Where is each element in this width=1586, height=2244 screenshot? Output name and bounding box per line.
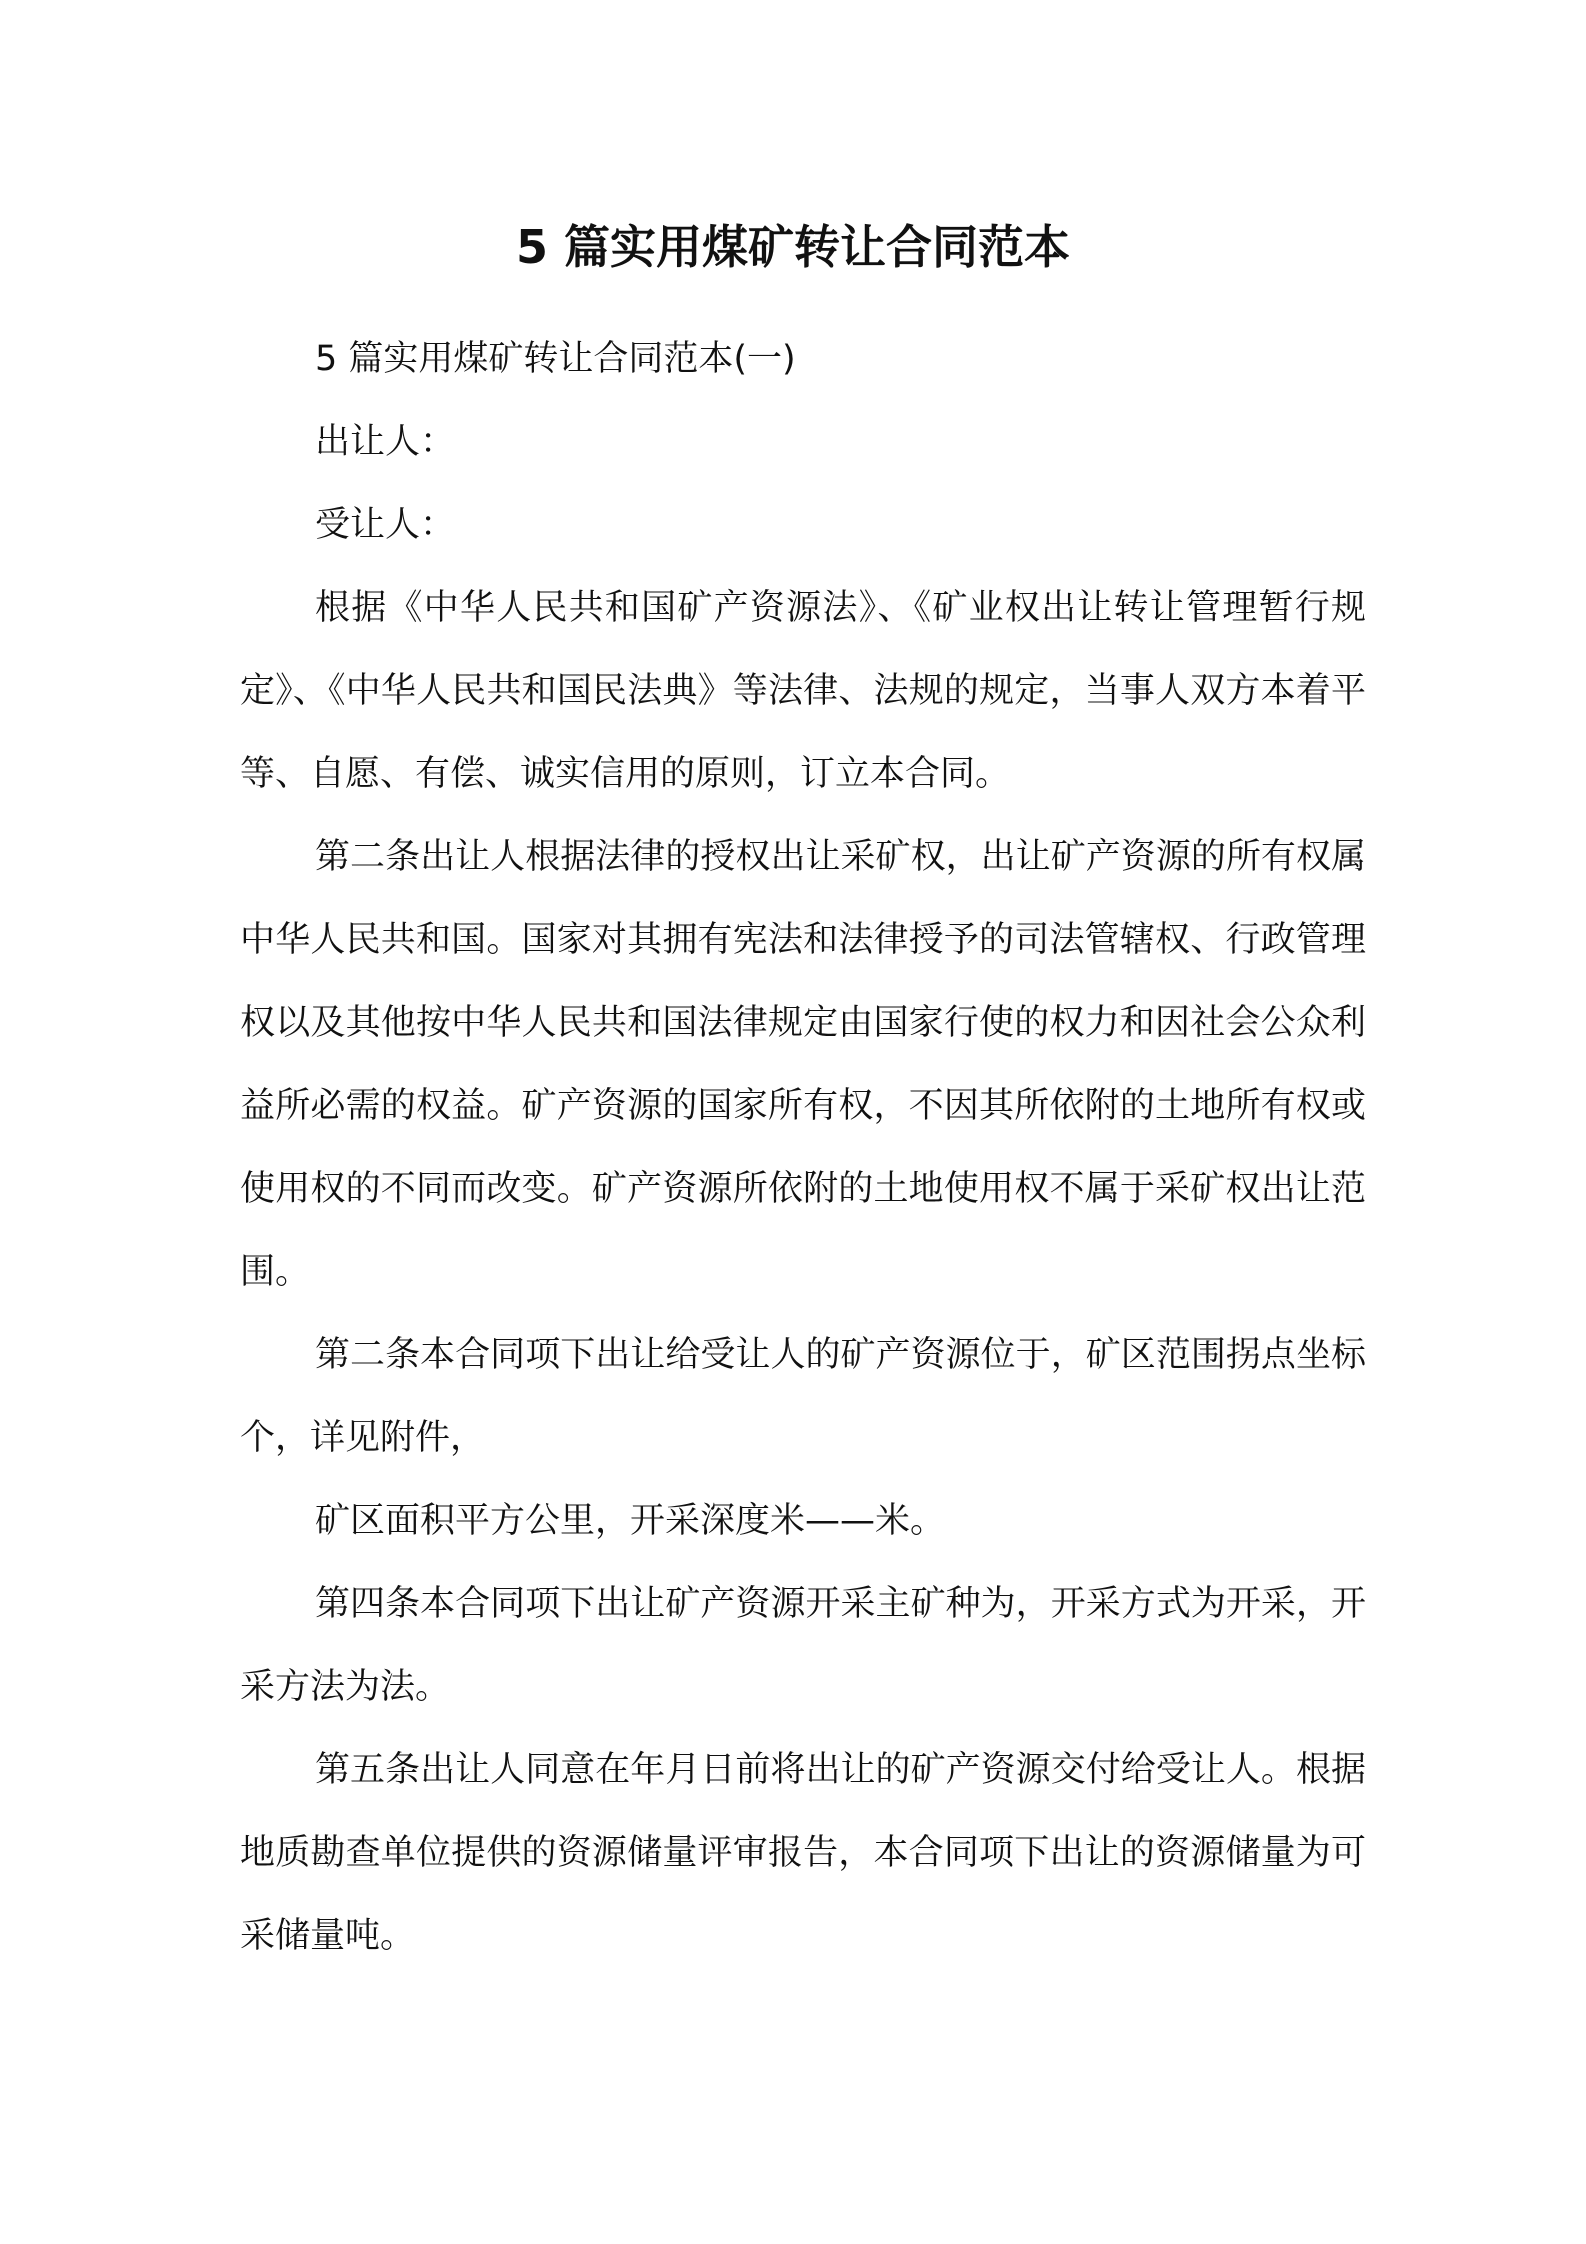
document-body	[240, 318, 1366, 1978]
article-paragraph: 第五条出让人同意在年月日前将出让的矿产资源交付给受让人。根据地质勘查单位提供的资源储量评审报告，本合同项下出让的资源储量为可采储量吨。	[240, 1750, 1366, 1956]
document-title: 5 篇实用煤矿转让合同范本	[515, 220, 1071, 274]
preamble-paragraph: 根据《中华人民共和国矿产资源法》、《矿业权出让转让管理暂行规定》、《中华人民共和国民法典》等法律、法规的规定，当事人双方本着平等、自愿、有偿、诚实信用的原则，订立本合同。	[240, 588, 1366, 794]
body-paragraph: 矿区面积平方公里，开采深度米——米。	[315, 1501, 946, 1541]
transferor-line: 出让人：	[315, 422, 456, 462]
article-paragraph: 第二条出让人根据法律的授权出让采矿权，出让矿产资源的所有权属中华人民共和国。国家对其拥有宪法和法律授予的司法管辖权、行政管理权以及其他按中华人民共和国法律规定由国家行使的权力和因社会公众利益所必需的权益。矿产资源的国家所有权，不因其所依附的土地所有权或使用权的不同而改变。矿产资源所依附的土地使用权不属于采矿权出让范围。	[240, 837, 1366, 1292]
article-paragraph: 第二条本合同项下出让给受让人的矿产资源位于，矿区范围拐点坐标个，详见附件，	[240, 1335, 1366, 1458]
section-heading: 5 篇实用煤矿转让合同范本(一)	[315, 339, 796, 379]
article-paragraph: 第四条本合同项下出让矿产资源开采主矿种为，开采方式为开采，开采方法为法。	[240, 1584, 1366, 1707]
transferee-line: 受让人：	[315, 505, 456, 545]
